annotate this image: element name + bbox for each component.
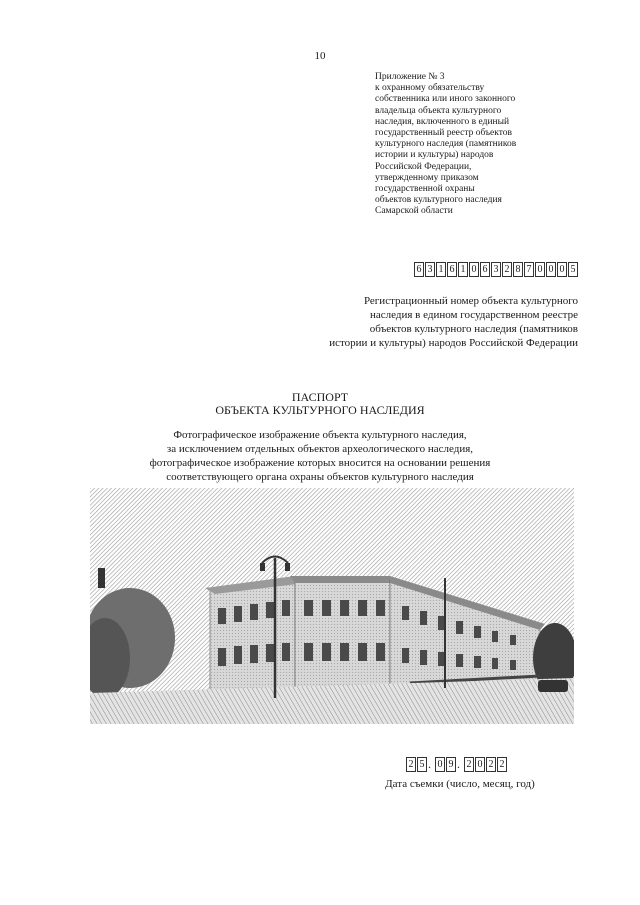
page-number: 10 — [314, 50, 326, 62]
digit-box: 6 — [447, 262, 457, 277]
appendix-line: Приложение № 3 — [375, 72, 445, 82]
digit-box: 1 — [458, 262, 468, 277]
digit-box: 0 — [535, 262, 545, 277]
document-subtitle: ОБЪЕКТА КУЛЬТУРНОГО НАСЛЕДИЯ — [215, 403, 425, 417]
caption-line: объектов культурного наследия (памятников — [369, 323, 578, 335]
appendix-line: государственный реестр объектов — [375, 128, 512, 139]
date-separator: . — [457, 757, 460, 771]
digit-box: 0 — [557, 262, 567, 277]
appendix-line: владельца объекта культурного — [375, 105, 502, 116]
document-title: ПАСПОРТ — [291, 390, 349, 404]
photo-caption — [120, 428, 520, 484]
date-digit-box: 2 — [497, 757, 507, 772]
registration-number — [414, 262, 579, 277]
shoot-date — [406, 757, 508, 772]
digit-box: 5 — [568, 262, 578, 277]
digit-box: 0 — [469, 262, 479, 277]
appendix-header — [375, 72, 595, 218]
digit-box: 0 — [546, 262, 556, 277]
appendix-line: Самарской области — [375, 206, 453, 217]
caption-line: за исключением отдельных объектов археологического наследия, — [166, 443, 474, 455]
date-digit-box: 2 — [464, 757, 474, 772]
date-digit-box: 0 — [475, 757, 485, 772]
caption-line: наследия в едином государственном реестре — [370, 309, 578, 321]
caption-line: фотографическое изображение которых вносится на основании решения — [149, 457, 491, 469]
date-digit-box: 2 — [406, 757, 416, 772]
date-digit-box: 2 — [486, 757, 496, 772]
date-digit-box: 0 — [435, 757, 445, 772]
date-separator: . — [428, 757, 431, 771]
appendix-line: наследия, включенного в единый — [375, 116, 510, 127]
caption-line: Фотографическое изображение объекта культурного наследия, — [173, 429, 467, 441]
digit-box: 3 — [491, 262, 501, 277]
caption-line: соответствующего органа охраны объектов культурного наследия — [166, 471, 474, 483]
registration-caption — [250, 294, 578, 350]
appendix-line: собственника или иного законного — [375, 94, 516, 105]
digit-box: 3 — [425, 262, 435, 277]
appendix-line: Российской Федерации, — [375, 161, 472, 172]
date-digit-box: 9 — [446, 757, 456, 772]
digit-box: 6 — [414, 262, 424, 277]
digit-box: 6 — [480, 262, 490, 277]
building-photo — [90, 488, 574, 724]
appendix-line: государственной охраны — [375, 184, 475, 195]
appendix-line: утвержденному приказом — [375, 172, 479, 183]
appendix-line: истории и культуры) народов — [375, 150, 494, 161]
caption-line: истории и культуры) народов Российской Федерации — [329, 337, 578, 349]
caption-line: Регистрационный номер объекта культурного — [363, 295, 578, 307]
appendix-line: к охранному обязательству — [375, 83, 485, 94]
digit-box: 7 — [524, 262, 534, 277]
digit-box: 1 — [436, 262, 446, 277]
date-caption: Дата съемки (число, месяц, год) — [385, 778, 535, 790]
date-digit-box: 5 — [417, 757, 427, 772]
appendix-line: объектов культурного наследия — [375, 195, 502, 206]
appendix-line: культурного наследия (памятников — [375, 139, 517, 150]
digit-box: 2 — [502, 262, 512, 277]
digit-box: 8 — [513, 262, 523, 277]
